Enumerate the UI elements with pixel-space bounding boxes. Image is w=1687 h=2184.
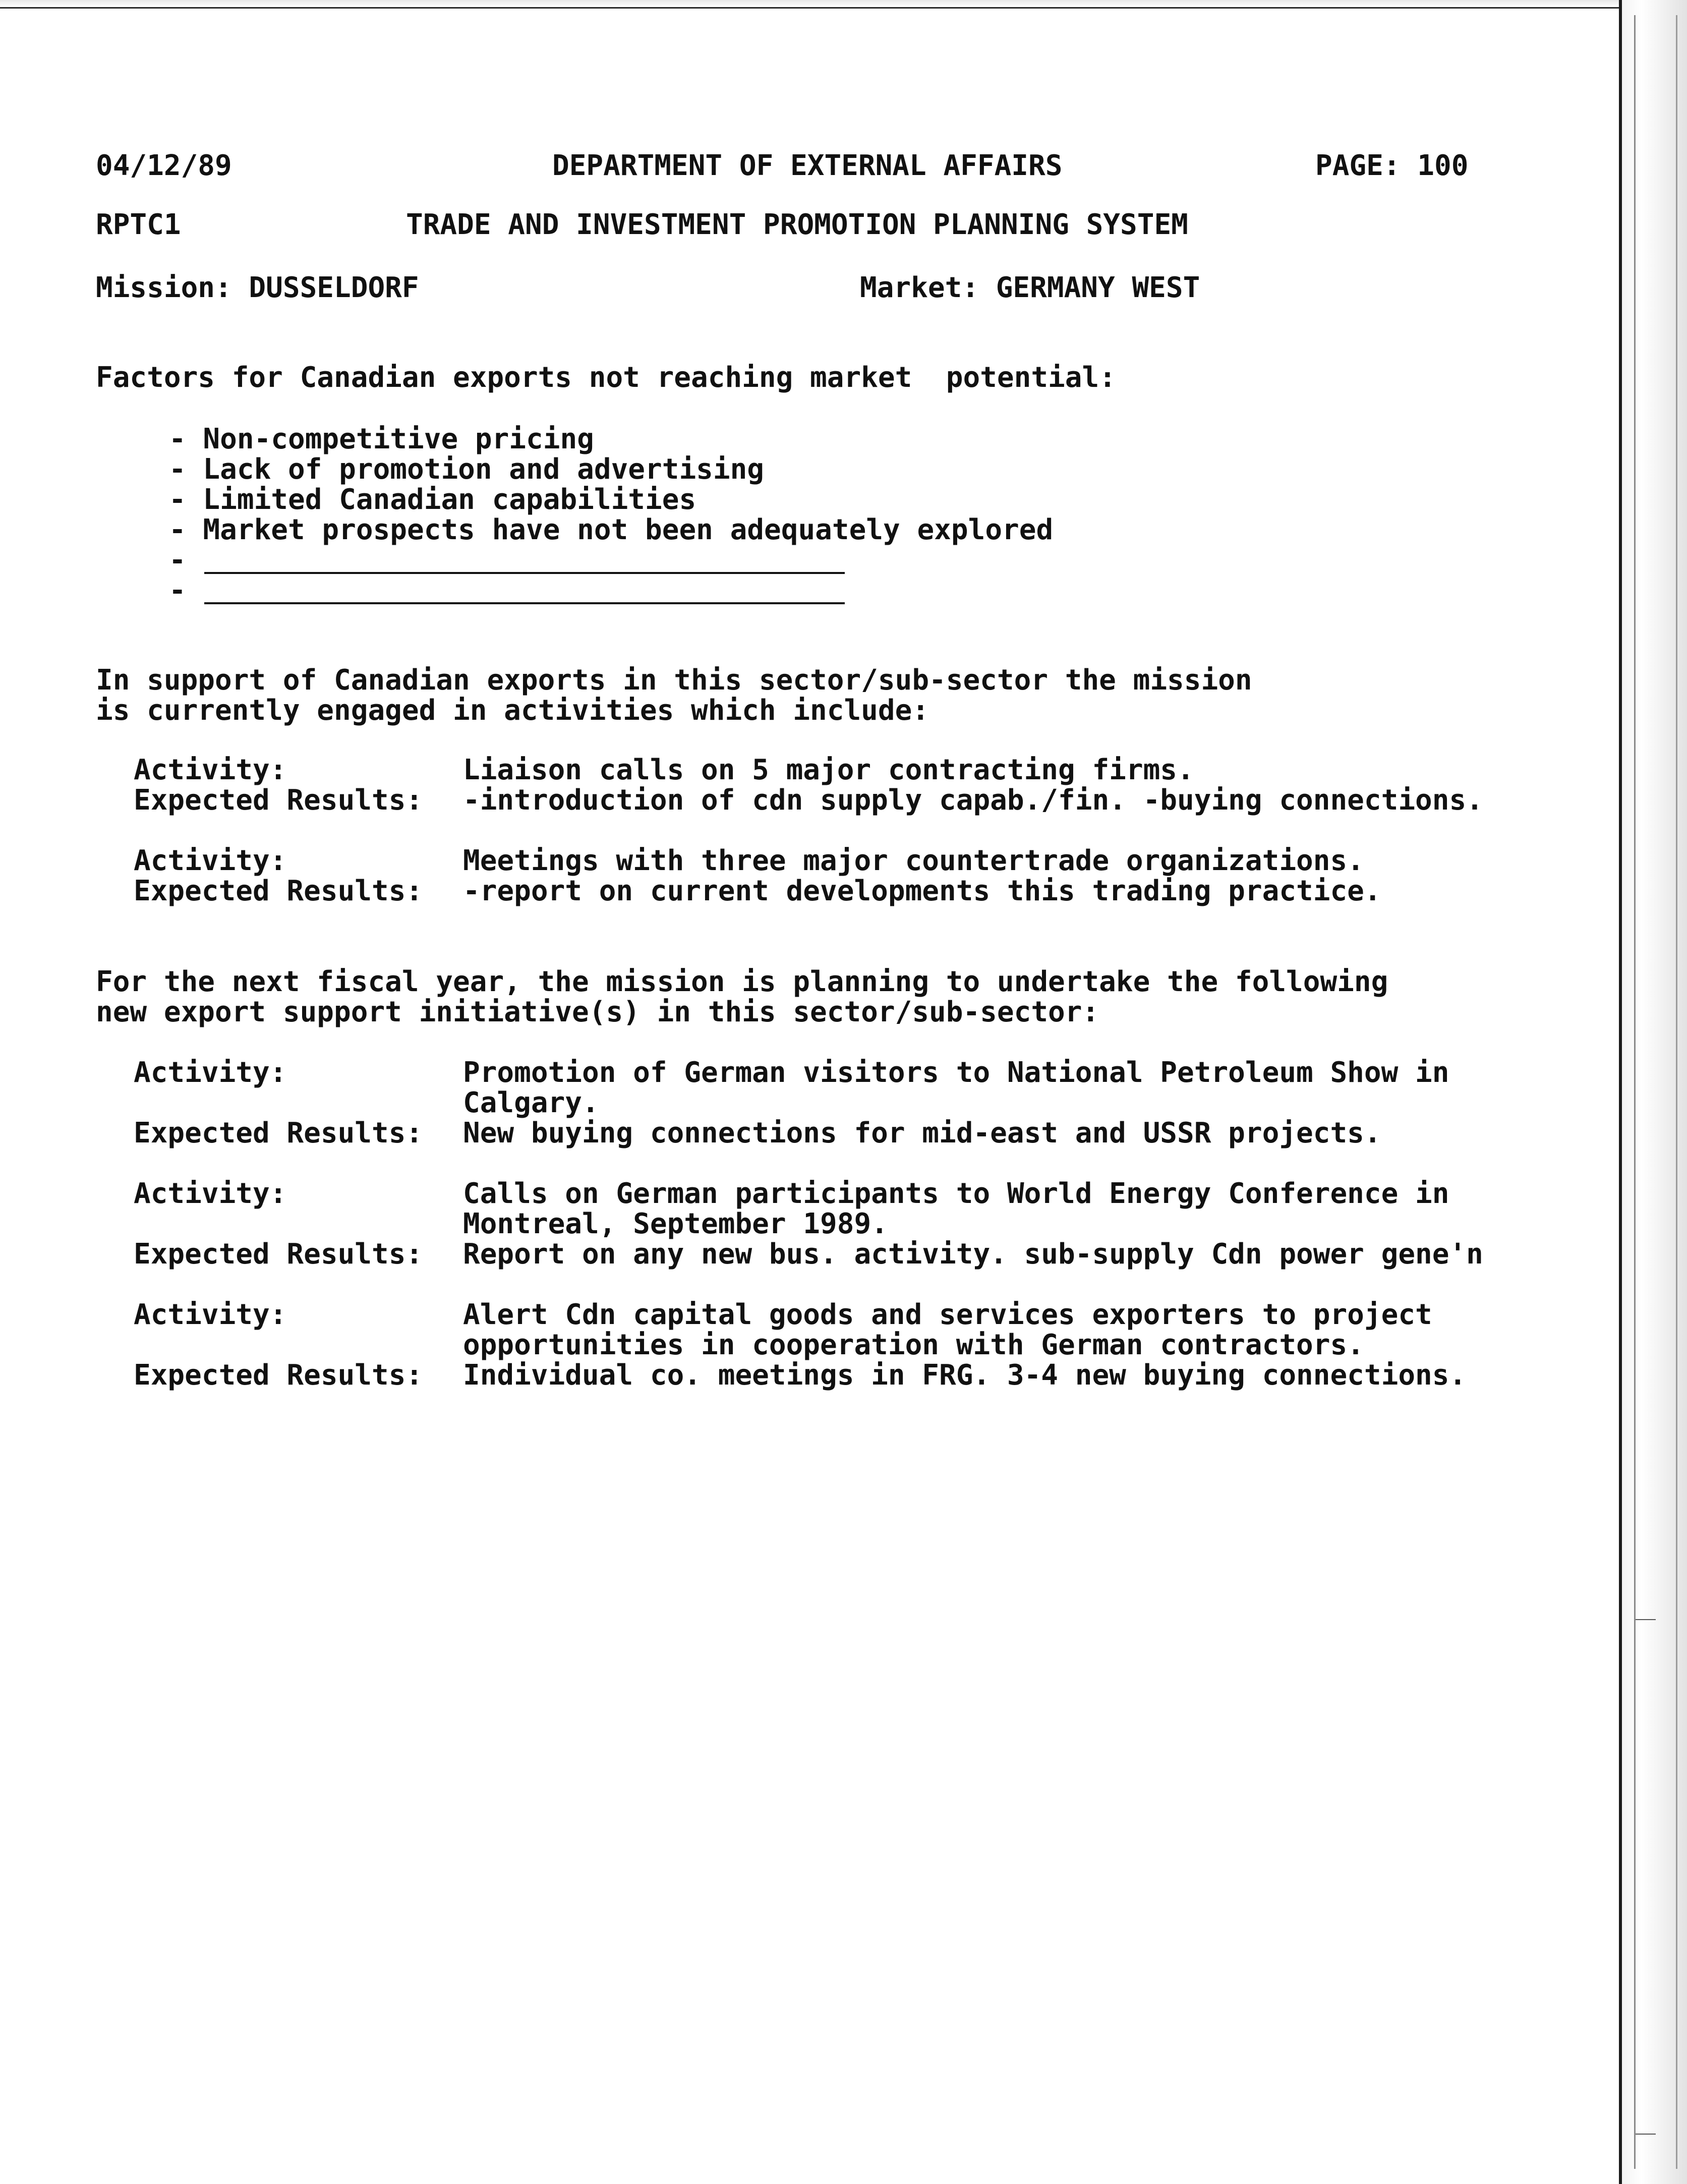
activity-text: opportunities in cooperation with German contractors. [463, 1329, 1364, 1361]
factor-item: - Non-competitive pricing [169, 423, 594, 455]
report-code: RPTC1 [96, 208, 181, 241]
factors-heading: Factors for Canadian exports not reaching market potential: [96, 361, 1116, 394]
mission-field: Mission: DUSSELDORF [96, 271, 419, 304]
activity-text: Calgary. [463, 1086, 599, 1119]
binding-tick [1636, 2134, 1656, 2135]
binding-tick [1636, 1619, 1656, 1620]
scan-top-edge [0, 0, 1619, 9]
blank-factor-dash: - [169, 544, 186, 577]
planned-intro: new export support initiative(s) in this sector/sub-sector: [96, 996, 1099, 1028]
activity-text: Liaison calls on 5 major contracting firms. [463, 754, 1194, 786]
activity-label: Activity: [134, 754, 287, 786]
current-intro: In support of Canadian exports in this sector/sub-sector the mission [96, 664, 1252, 697]
market-field: Market: GERMANY WEST [860, 271, 1200, 304]
activity-label: Activity: [134, 844, 287, 877]
results-label: Expected Results: [134, 875, 423, 907]
page-number: PAGE: 100 [1315, 149, 1469, 182]
activity-label: Activity: [134, 1177, 287, 1210]
department-name: DEPARTMENT OF EXTERNAL AFFAIRS [552, 149, 1063, 182]
factor-item: - Market prospects have not been adequately explored [169, 513, 1054, 546]
current-intro: is currently engaged in activities which include: [96, 694, 929, 727]
planned-intro: For the next fiscal year, the mission is planning to undertake the following [96, 965, 1388, 998]
system-title: TRADE AND INVESTMENT PROMOTION PLANNING SYSTEM [406, 208, 1188, 241]
activity-label: Activity: [134, 1298, 287, 1331]
factor-item: - Limited Canadian capabilities [169, 483, 696, 516]
activity-text: Montreal, September 1989. [463, 1208, 888, 1240]
activity-text: Alert Cdn capital goods and services exporters to project [463, 1298, 1432, 1331]
scan-right-edge [1619, 0, 1687, 2184]
activity-label: Activity: [134, 1056, 287, 1089]
binding-strip [1634, 15, 1677, 2169]
blank-factor-dash: - [169, 574, 186, 607]
results-text: New buying connections for mid-east and USSR projects. [463, 1117, 1381, 1150]
results-label: Expected Results: [134, 784, 423, 817]
report-date: 04/12/89 [96, 149, 232, 182]
activity-text: Calls on German participants to World Energy Conference in [463, 1177, 1449, 1210]
blank-factor-line [204, 602, 845, 604]
results-text: -introduction of cdn supply capab./fin. -buying connections. [463, 784, 1483, 817]
results-label: Expected Results: [134, 1359, 423, 1392]
factor-item: - Lack of promotion and advertising [169, 453, 765, 486]
results-text: Report on any new bus. activity. sub-supply Cdn power gene'n [463, 1238, 1483, 1271]
results-label: Expected Results: [134, 1117, 423, 1150]
results-label: Expected Results: [134, 1238, 423, 1271]
results-text: Individual co. meetings in FRG. 3-4 new buying connections. [463, 1359, 1467, 1392]
activity-text: Meetings with three major countertrade organizations. [463, 844, 1364, 877]
activity-text: Promotion of German visitors to National Petroleum Show in [463, 1056, 1449, 1089]
blank-factor-line [204, 572, 845, 574]
results-text: -report on current developments this trading practice. [463, 875, 1381, 907]
